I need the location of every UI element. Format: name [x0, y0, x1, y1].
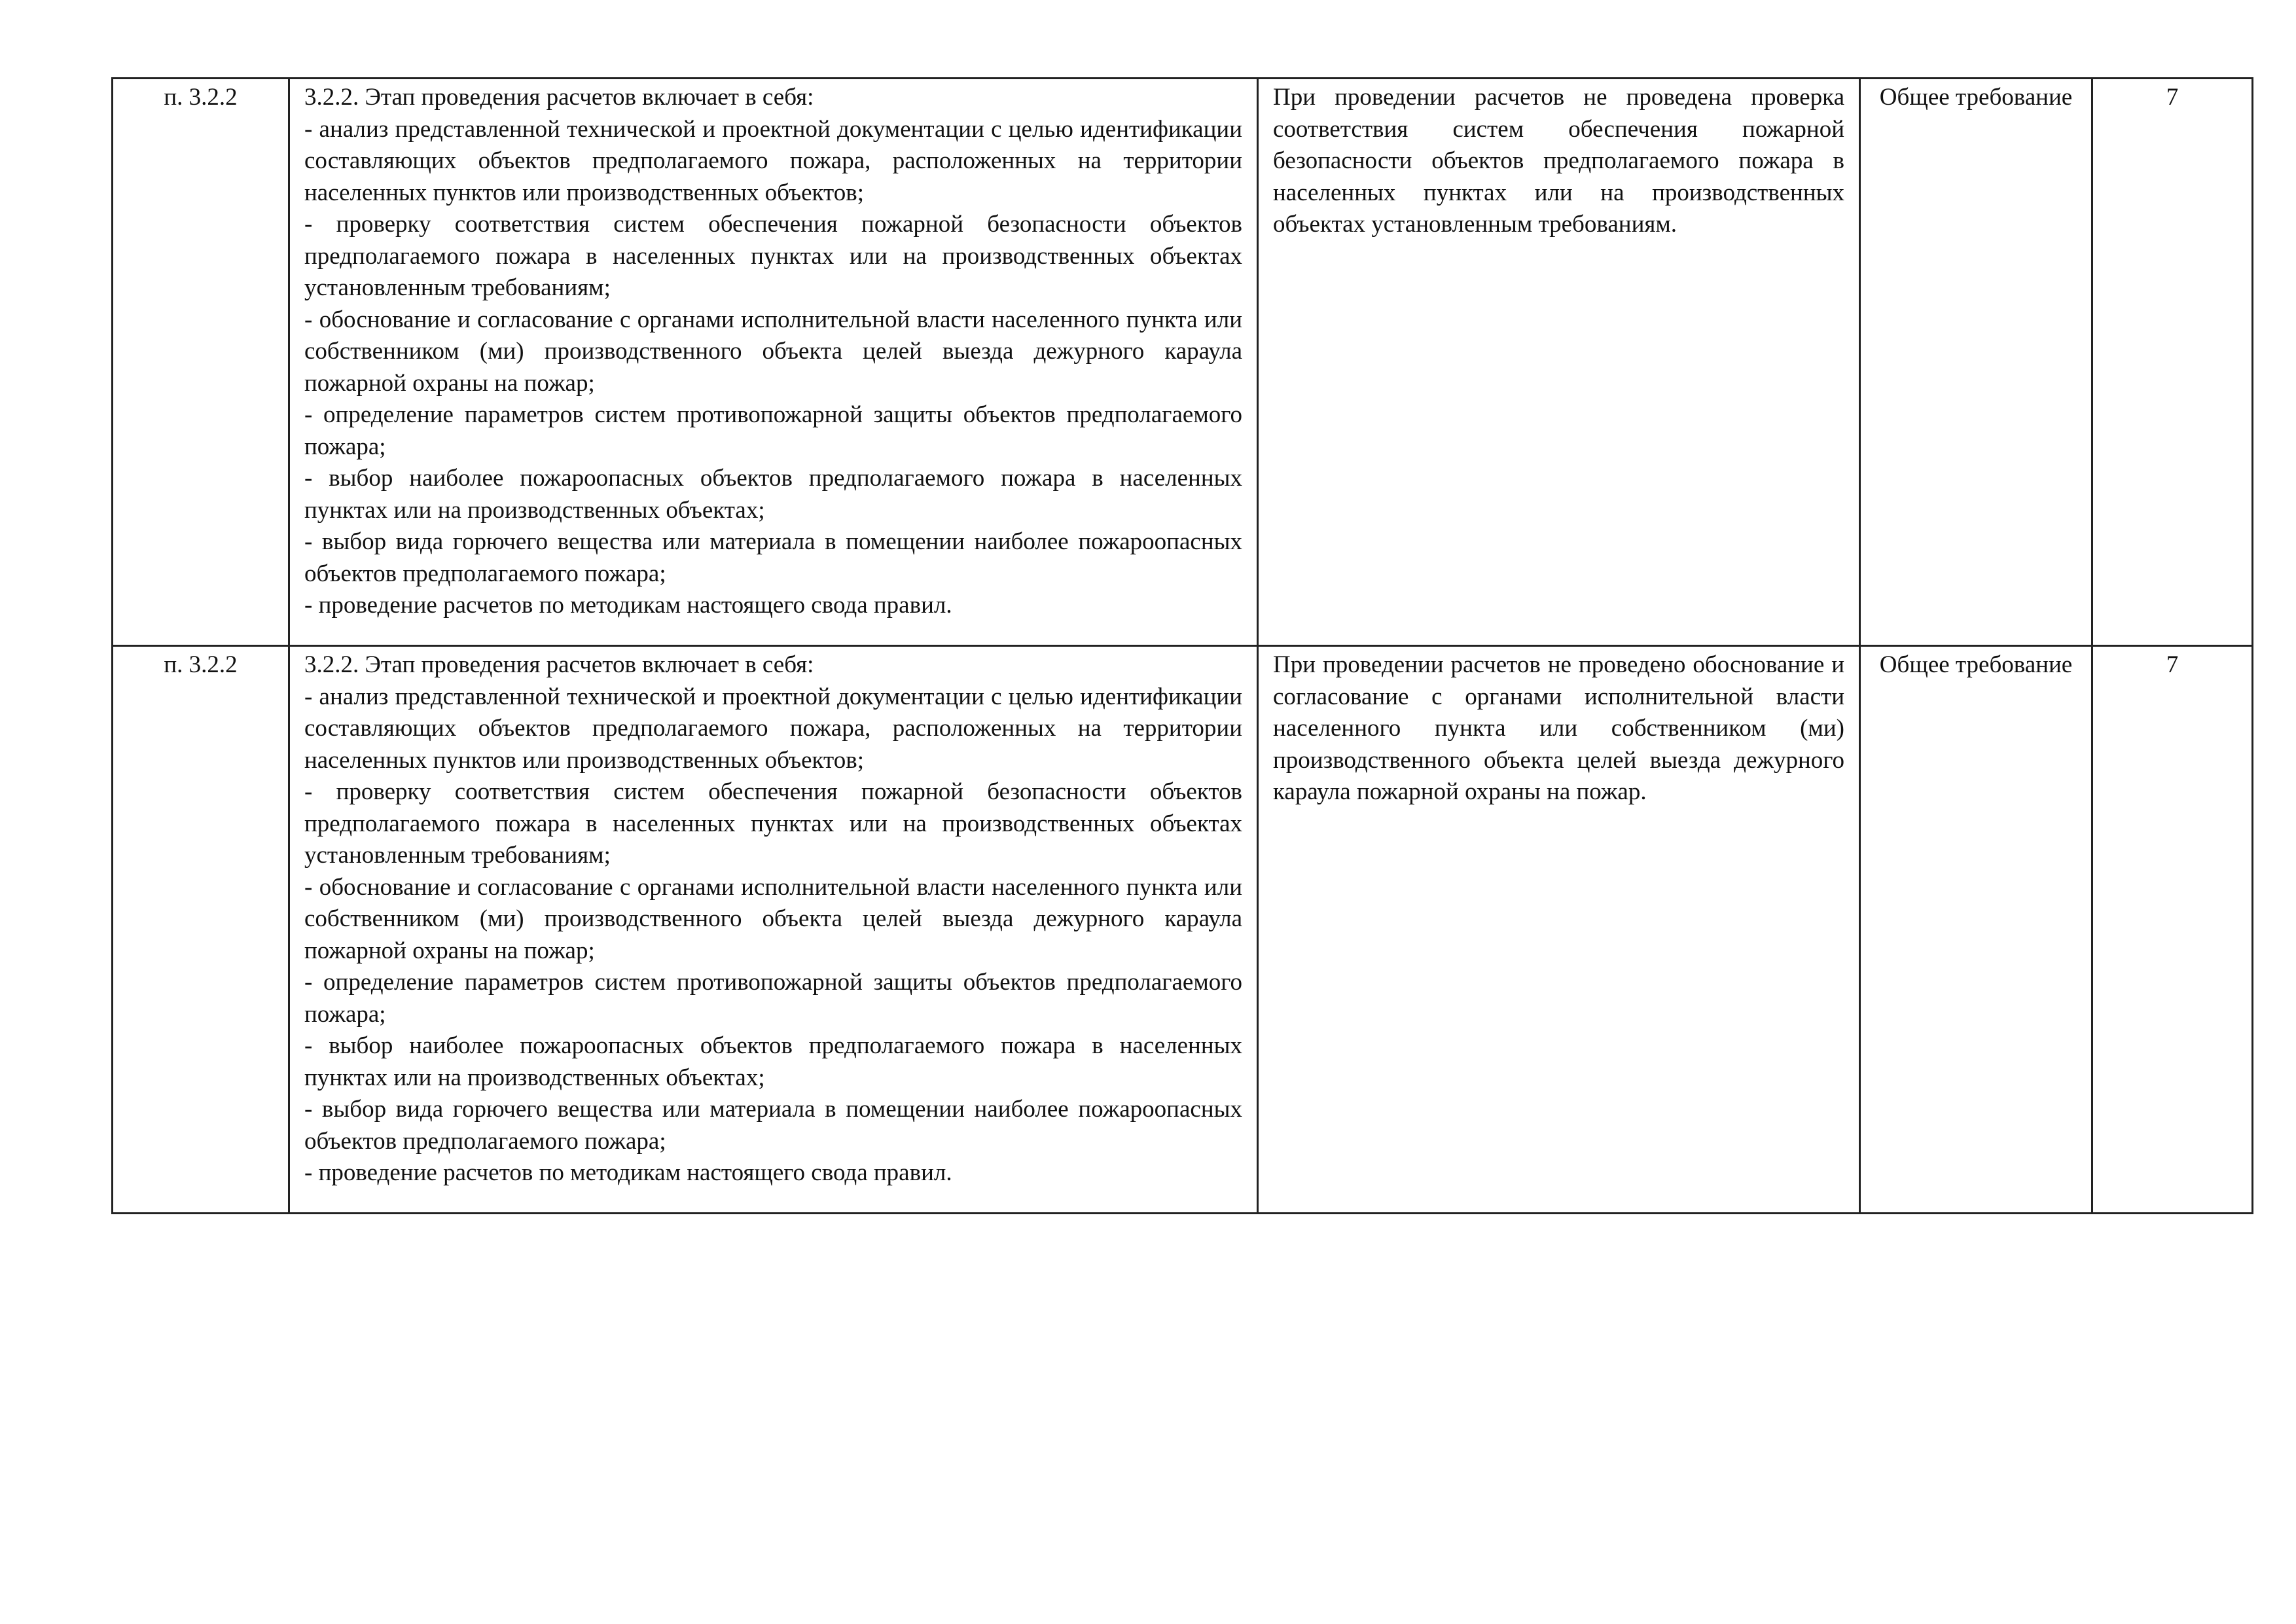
requirement-text-line: - анализ представленной технической и проектной документации с целью идентификации составляющих объектов предполагаемого пожара, расположенных на территории населенных пунктов или производственных объектов;	[304, 115, 1242, 206]
requirement-text-line: - выбор вида горючего вещества или материала в помещении наиболее пожароопасных объектов предполагаемого пожара;	[304, 1096, 1242, 1155]
clause-cell: п. 3.2.2	[113, 79, 289, 646]
requirements-table	[111, 77, 2253, 1214]
clause-cell: п. 3.2.2	[113, 646, 289, 1214]
requirement-text-line: - анализ представленной технической и проектной документации с целью идентификации составляющих объектов предполагаемого пожара, расположенных на территории населенных пунктов или производственных объектов;	[304, 683, 1242, 774]
number-cell: 7	[2092, 79, 2253, 646]
table-row	[113, 646, 2253, 1214]
requirement-type-cell: Общее требование	[1860, 646, 2092, 1214]
requirement-text-line: - проведение расчетов по методикам настоящего свода правил.	[304, 592, 952, 619]
requirement-text-line: - проверку соответствия систем обеспечения пожарной безопасности объектов предполагаемого пожара в населенных пунктах или на производственных объектах установленным требованиям;	[304, 778, 1242, 869]
violation-cell: При проведении расчетов не проведена проверка соответствия систем обеспечения пожарной безопасности объектов предполагаемого пожара в населенных пунктах или на производственных объектах установленным требованиям.	[1258, 79, 1860, 646]
requirement-text-line: - выбор вида горючего вещества или материала в помещении наиболее пожароопасных объектов предполагаемого пожара;	[304, 528, 1242, 587]
requirement-text-line: - определение параметров систем противопожарной защиты объектов предполагаемого пожара;	[304, 969, 1242, 1028]
number-cell: 7	[2092, 646, 2253, 1214]
requirement-text-cell	[289, 79, 1258, 646]
requirement-text-line: 3.2.2. Этап проведения расчетов включает в себя:	[304, 651, 814, 678]
violation-cell: При проведении расчетов не проведено обоснование и согласование с органами исполнительной власти населенного пункта или собственником (ми) производственного объекта целей выезда дежурного караула пожарной охраны на пожар.	[1258, 646, 1860, 1214]
requirement-text-cell	[289, 646, 1258, 1214]
requirement-text-line: - выбор наиболее пожароопасных объектов предполагаемого пожара в населенных пунктах или на производственных объектах;	[304, 465, 1242, 524]
requirement-text-line: - обоснование и согласование с органами исполнительной власти населенного пункта или собственником (ми) производственного объекта целей выезда дежурного караула пожарной охраны на пожар;	[304, 873, 1242, 964]
requirement-type-cell: Общее требование	[1860, 79, 2092, 646]
requirement-text-line: - проведение расчетов по методикам настоящего свода правил.	[304, 1159, 952, 1186]
requirement-text-line: - обоснование и согласование с органами исполнительной власти населенного пункта или собственником (ми) производственного объекта целей выезда дежурного караула пожарной охраны на пожар;	[304, 306, 1242, 397]
requirement-text-line: - проверку соответствия систем обеспечения пожарной безопасности объектов предполагаемого пожара в населенных пунктах или на производственных объектах установленным требованиям;	[304, 211, 1242, 301]
requirement-text-line: 3.2.2. Этап проведения расчетов включает в себя:	[304, 84, 814, 111]
table-row	[113, 79, 2253, 646]
requirement-text-line: - определение параметров систем противопожарной защиты объектов предполагаемого пожара;	[304, 401, 1242, 460]
requirement-text-line: - выбор наиболее пожароопасных объектов предполагаемого пожара в населенных пунктах или на производственных объектах;	[304, 1032, 1242, 1091]
